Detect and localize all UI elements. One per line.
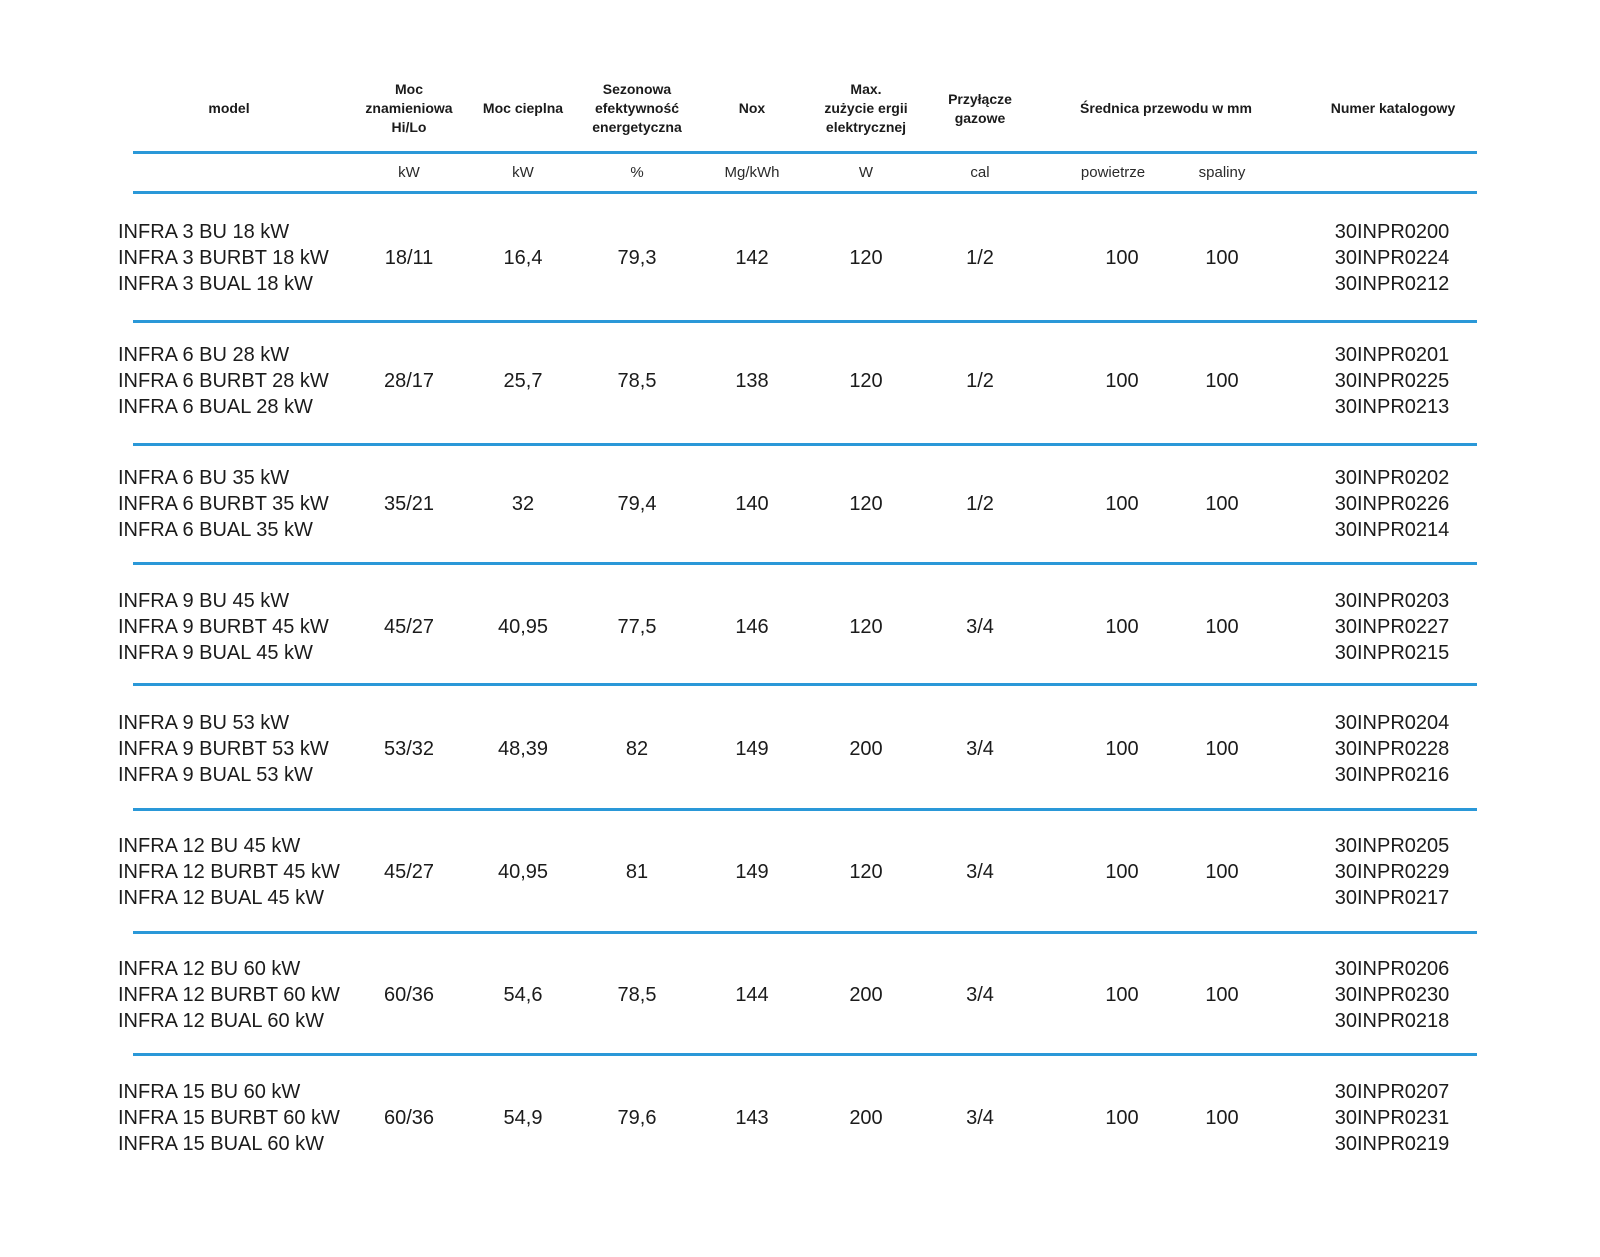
model-names: INFRA 6 BU 35 kW INFRA 6 BURBT 35 kW INFRA 6 BUAL 35 kW	[118, 467, 329, 541]
model-names: INFRA 3 BU 18 kW INFRA 3 BURBT 18 kW INFRA 3 BUAL 18 kW	[118, 221, 329, 295]
table-row	[0, 833, 1600, 911]
cell-w: 120	[849, 247, 883, 269]
row-divider	[133, 1053, 1477, 1056]
cell-cal: 3/4	[966, 738, 994, 760]
cell-cal: 1/2	[966, 493, 994, 515]
table-row	[0, 956, 1600, 1034]
cell-powietrze: 100	[1105, 370, 1139, 392]
cell-spaliny: 100	[1205, 370, 1239, 392]
cell-w: 200	[849, 1107, 883, 1129]
cell-powietrze: 100	[1105, 738, 1139, 760]
catalog-numbers: 30INPR0204 30INPR0228 30INPR0216	[1334, 712, 1450, 786]
row-divider	[133, 931, 1477, 934]
cell-sezonowa: 82	[625, 738, 649, 760]
cell-cal: 1/2	[966, 247, 994, 269]
cell-powietrze: 100	[1105, 1107, 1139, 1129]
table-row	[0, 1079, 1600, 1157]
cell-nox: 143	[735, 1107, 769, 1129]
cell-spaliny: 100	[1205, 738, 1239, 760]
cell-sezonowa: 79,4	[617, 493, 657, 515]
cell-w: 120	[849, 616, 883, 638]
header-divider	[133, 151, 1477, 154]
cell-cieplna: 54,6	[503, 984, 543, 1006]
cell-cieplna: 25,7	[503, 370, 543, 392]
header-model: model	[208, 100, 250, 116]
model-names: INFRA 12 BU 45 kW INFRA 12 BURBT 45 kW INFRA 12 BUAL 45 kW	[118, 835, 340, 909]
cell-spaliny: 100	[1205, 984, 1239, 1006]
catalog-numbers: 30INPR0201 30INPR0225 30INPR0213	[1334, 344, 1450, 418]
cell-moc: 60/36	[383, 984, 435, 1006]
catalog-numbers: 30INPR0202 30INPR0226 30INPR0214	[1334, 467, 1450, 541]
header-max-zuzycie: Max. zużycie ergii elektrycznej	[824, 81, 908, 135]
cell-nox: 140	[735, 493, 769, 515]
row-divider	[133, 808, 1477, 811]
cell-cieplna: 54,9	[503, 1107, 543, 1129]
cell-moc: 45/27	[383, 861, 435, 883]
unit-powietrze: powietrze	[1080, 164, 1146, 181]
cell-w: 120	[849, 370, 883, 392]
cell-nox: 144	[735, 984, 769, 1006]
cell-powietrze: 100	[1105, 616, 1139, 638]
cell-powietrze: 100	[1105, 247, 1139, 269]
cell-moc: 28/17	[383, 370, 435, 392]
cell-w: 200	[849, 984, 883, 1006]
cell-nox: 146	[735, 616, 769, 638]
model-names: INFRA 9 BU 45 kW INFRA 9 BURBT 45 kW INFRA 9 BUAL 45 kW	[118, 590, 329, 664]
cell-w: 120	[849, 861, 883, 883]
cell-spaliny: 100	[1205, 247, 1239, 269]
cell-cal: 3/4	[966, 616, 994, 638]
unit-nox: Mg/kWh	[724, 164, 780, 181]
cell-powietrze: 100	[1105, 493, 1139, 515]
table-row	[0, 588, 1600, 666]
cell-w: 200	[849, 738, 883, 760]
model-names: INFRA 15 BU 60 kW INFRA 15 BURBT 60 kW INFRA 15 BUAL 60 kW	[118, 1081, 340, 1155]
cell-powietrze: 100	[1105, 984, 1139, 1006]
cell-cieplna: 48,39	[497, 738, 549, 760]
row-divider	[133, 683, 1477, 686]
cell-moc: 18/11	[384, 247, 434, 269]
cell-nox: 138	[735, 370, 769, 392]
cell-nox: 142	[735, 247, 769, 269]
cell-nox: 149	[735, 738, 769, 760]
cell-moc: 35/21	[383, 493, 435, 515]
unit-moc-cieplna: kW	[512, 164, 534, 181]
unit-moc-znamionowa: kW	[398, 164, 420, 181]
unit-sezonowa: %	[630, 164, 644, 181]
units-divider	[133, 191, 1477, 194]
cell-powietrze: 100	[1105, 861, 1139, 883]
cell-cieplna: 40,95	[497, 616, 549, 638]
cell-spaliny: 100	[1205, 493, 1239, 515]
unit-przylacze: cal	[970, 164, 990, 181]
row-divider	[133, 443, 1477, 446]
table-row	[0, 465, 1600, 543]
cell-cieplna: 40,95	[497, 861, 549, 883]
cell-sezonowa: 78,5	[617, 984, 657, 1006]
cell-moc: 53/32	[383, 738, 435, 760]
header-moc-znamionowa: Moc znamieniowa Hi/Lo	[365, 81, 453, 135]
cell-nox: 149	[735, 861, 769, 883]
table-row	[0, 342, 1600, 420]
cell-w: 120	[849, 493, 883, 515]
cell-spaliny: 100	[1205, 861, 1239, 883]
cell-spaliny: 100	[1205, 1107, 1239, 1129]
cell-cieplna: 32	[511, 493, 535, 515]
cell-cal: 1/2	[966, 370, 994, 392]
row-divider	[133, 320, 1477, 323]
catalog-numbers: 30INPR0206 30INPR0230 30INPR0218	[1334, 958, 1450, 1032]
catalog-numbers: 30INPR0203 30INPR0227 30INPR0215	[1334, 590, 1450, 664]
cell-cal: 3/4	[966, 1107, 994, 1129]
cell-spaliny: 100	[1205, 616, 1239, 638]
cell-cieplna: 16,4	[503, 247, 543, 269]
cell-sezonowa: 79,6	[617, 1107, 657, 1129]
catalog-numbers: 30INPR0200 30INPR0224 30INPR0212	[1334, 221, 1450, 295]
cell-sezonowa: 78,5	[617, 370, 657, 392]
catalog-numbers: 30INPR0205 30INPR0229 30INPR0217	[1334, 835, 1450, 909]
header-sezonowa: Sezonowa efektywność energetyczna	[592, 81, 682, 135]
header-nox: Nox	[738, 100, 766, 116]
model-names: INFRA 6 BU 28 kW INFRA 6 BURBT 28 kW INFRA 6 BUAL 28 kW	[118, 344, 329, 418]
header-moc-cieplna: Moc cieplna	[482, 100, 564, 116]
cell-sezonowa: 79,3	[617, 247, 657, 269]
unit-spaliny: spaliny	[1198, 164, 1246, 181]
table-row	[0, 710, 1600, 788]
header-przylacze: Przyłącze gazowe	[948, 91, 1012, 126]
model-names: INFRA 12 BU 60 kW INFRA 12 BURBT 60 kW INFRA 12 BUAL 60 kW	[118, 958, 340, 1032]
cell-cal: 3/4	[966, 984, 994, 1006]
cell-sezonowa: 77,5	[617, 616, 657, 638]
catalog-numbers: 30INPR0207 30INPR0231 30INPR0219	[1334, 1081, 1450, 1155]
cell-moc: 60/36	[383, 1107, 435, 1129]
header-numer-katalogowy: Numer katalogowy	[1330, 100, 1456, 116]
cell-cal: 3/4	[966, 861, 994, 883]
row-divider	[133, 562, 1477, 565]
cell-sezonowa: 81	[625, 861, 649, 883]
model-names: INFRA 9 BU 53 kW INFRA 9 BURBT 53 kW INFRA 9 BUAL 53 kW	[118, 712, 329, 786]
unit-max-zuzycie: W	[858, 164, 874, 181]
table-row	[0, 219, 1600, 297]
cell-moc: 45/27	[383, 616, 435, 638]
header-srednica: Średnica przewodu w mm	[1080, 100, 1252, 116]
